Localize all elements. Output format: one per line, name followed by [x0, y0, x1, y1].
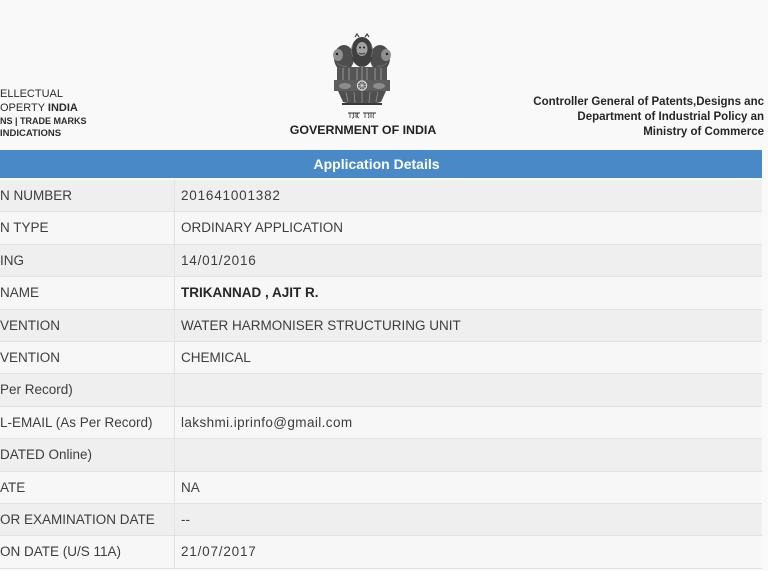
- detail-label: L-EMAIL (As Per Record): [0, 407, 175, 438]
- detail-row: [0, 439, 762, 471]
- detail-value: NA: [181, 479, 200, 495]
- detail-label: N NUMBER: [0, 180, 175, 211]
- detail-label: NAME: [0, 277, 175, 308]
- detail-row: [0, 277, 762, 309]
- ministry-line-2: Department of Industrial Policy an: [577, 111, 764, 123]
- detail-row: [0, 536, 762, 568]
- detail-row: [0, 374, 762, 406]
- ministry-line-3: Ministry of Commerce: [643, 126, 764, 138]
- application-details-bar: [0, 150, 762, 178]
- details-table: [0, 180, 762, 569]
- logo-line-2-regular: OPERTY: [0, 102, 45, 114]
- detail-value: [175, 439, 762, 470]
- detail-label: ON DATE (U/S 11A): [0, 536, 175, 567]
- detail-value: WATER HARMONISER STRUCTURING UNIT: [181, 317, 461, 333]
- detail-label: VENTION: [0, 342, 175, 373]
- logo-line-3: NS | TRADE MARKS: [0, 116, 87, 126]
- logo-line-2: [0, 101, 78, 115]
- detail-label: N TYPE: [0, 212, 175, 243]
- detail-row: [0, 342, 762, 374]
- detail-label: ING: [0, 245, 175, 276]
- detail-row: [0, 407, 762, 439]
- national-emblem-icon: [327, 33, 397, 121]
- application-details-title: Application Details: [313, 156, 440, 172]
- detail-value: --: [181, 511, 190, 527]
- detail-label: Per Record): [0, 374, 175, 405]
- logo-line-4: INDICATIONS: [0, 128, 62, 139]
- government-of-india-title: GOVERNMENT OF INDIA: [289, 123, 437, 137]
- detail-row: [0, 504, 762, 536]
- detail-label: ATE: [0, 472, 175, 503]
- detail-label: DATED Online): [0, 439, 175, 470]
- detail-value: [175, 374, 762, 405]
- detail-value: 14/01/2016: [181, 252, 257, 268]
- detail-row: [0, 245, 762, 277]
- detail-value: ORDINARY APPLICATION: [181, 220, 344, 236]
- detail-value: 201641001382: [181, 188, 281, 203]
- detail-value: 21/07/2017: [181, 544, 257, 560]
- detail-value: CHEMICAL: [181, 349, 251, 365]
- ministry-block: [480, 95, 764, 140]
- detail-value: lakshmi.iprinfo@gmail.com: [181, 414, 353, 430]
- detail-row: [0, 180, 762, 212]
- logo-line-1: ELLECTUAL: [0, 88, 63, 100]
- detail-label: OR EXAMINATION DATE: [0, 504, 175, 535]
- detail-row: [0, 310, 762, 342]
- detail-label: VENTION: [0, 310, 175, 341]
- detail-value: TRIKANNAD , AJIT R.: [181, 285, 319, 301]
- logo-line-2-bold: INDIA: [47, 102, 78, 114]
- detail-row: [0, 212, 762, 244]
- detail-row: [0, 472, 762, 504]
- ministry-line-1: Controller General of Patents,Designs anc: [533, 96, 764, 108]
